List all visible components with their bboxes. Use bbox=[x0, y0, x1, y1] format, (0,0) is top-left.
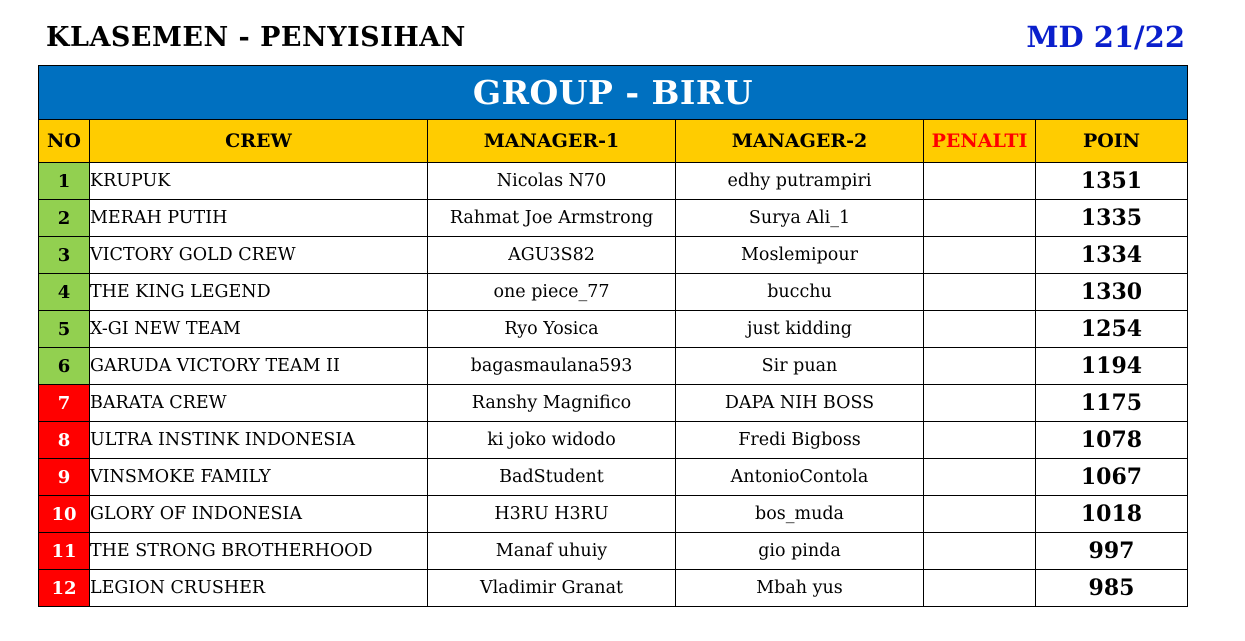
poin-cell: 1335 bbox=[1036, 200, 1188, 237]
manager-2-cell: gio pinda bbox=[676, 533, 924, 570]
manager-1-cell: bagasmaulana593 bbox=[428, 348, 676, 385]
crew-cell: THE KING LEGEND bbox=[90, 274, 428, 311]
table-row bbox=[39, 200, 1188, 237]
manager-1-cell: Ranshy Magnifico bbox=[428, 385, 676, 422]
penalti-cell bbox=[924, 237, 1036, 274]
poin-cell: 1334 bbox=[1036, 237, 1188, 274]
poin-cell: 1330 bbox=[1036, 274, 1188, 311]
poin-cell: 1175 bbox=[1036, 385, 1188, 422]
manager-1-cell: Nicolas N70 bbox=[428, 163, 676, 200]
table-row bbox=[39, 274, 1188, 311]
rank-cell: 2 bbox=[39, 200, 90, 237]
table-row bbox=[39, 459, 1188, 496]
poin-cell: 985 bbox=[1036, 570, 1188, 607]
column-header-row bbox=[39, 120, 1188, 163]
manager-1-cell: one piece_77 bbox=[428, 274, 676, 311]
penalti-cell bbox=[924, 422, 1036, 459]
crew-cell: ULTRA INSTINK INDONESIA bbox=[90, 422, 428, 459]
manager-2-cell: AntonioContola bbox=[676, 459, 924, 496]
manager-1-cell: BadStudent bbox=[428, 459, 676, 496]
crew-cell: MERAH PUTIH bbox=[90, 200, 428, 237]
matchday-label: MD 21/22 bbox=[1026, 20, 1185, 54]
manager-2-cell: just kidding bbox=[676, 311, 924, 348]
poin-cell: 1078 bbox=[1036, 422, 1188, 459]
penalti-cell bbox=[924, 200, 1036, 237]
table-row bbox=[39, 496, 1188, 533]
manager-2-cell: edhy putrampiri bbox=[676, 163, 924, 200]
rank-cell: 12 bbox=[39, 570, 90, 607]
rank-cell: 9 bbox=[39, 459, 90, 496]
page-title: KLASEMEN - PENYISIHAN bbox=[46, 22, 466, 53]
rank-cell: 7 bbox=[39, 385, 90, 422]
crew-cell: BARATA CREW bbox=[90, 385, 428, 422]
table-row bbox=[39, 570, 1188, 607]
column-header-manager-2: MANAGER-2 bbox=[676, 120, 924, 163]
rank-cell: 5 bbox=[39, 311, 90, 348]
poin-cell: 997 bbox=[1036, 533, 1188, 570]
crew-cell: KRUPUK bbox=[90, 163, 428, 200]
table-row bbox=[39, 311, 1188, 348]
poin-cell: 1018 bbox=[1036, 496, 1188, 533]
manager-2-cell: Fredi Bigboss bbox=[676, 422, 924, 459]
penalti-cell bbox=[924, 311, 1036, 348]
manager-2-cell: bos_muda bbox=[676, 496, 924, 533]
manager-1-cell: Ryo Yosica bbox=[428, 311, 676, 348]
manager-1-cell: Rahmat Joe Armstrong bbox=[428, 200, 676, 237]
standings-body bbox=[39, 163, 1188, 607]
manager-2-cell: Surya Ali_1 bbox=[676, 200, 924, 237]
table-row bbox=[39, 348, 1188, 385]
manager-2-cell: Sir puan bbox=[676, 348, 924, 385]
crew-cell: GARUDA VICTORY TEAM II bbox=[90, 348, 428, 385]
penalti-cell bbox=[924, 533, 1036, 570]
table-row bbox=[39, 385, 1188, 422]
rank-cell: 3 bbox=[39, 237, 90, 274]
rank-cell: 10 bbox=[39, 496, 90, 533]
standings-table bbox=[38, 65, 1188, 607]
manager-2-cell: DAPA NIH BOSS bbox=[676, 385, 924, 422]
penalti-cell bbox=[924, 274, 1036, 311]
column-header-manager-1: MANAGER-1 bbox=[428, 120, 676, 163]
table-row bbox=[39, 422, 1188, 459]
poin-cell: 1254 bbox=[1036, 311, 1188, 348]
poin-cell: 1351 bbox=[1036, 163, 1188, 200]
crew-cell: LEGION CRUSHER bbox=[90, 570, 428, 607]
manager-1-cell: Manaf uhuiy bbox=[428, 533, 676, 570]
column-header-crew: CREW bbox=[90, 120, 428, 163]
rank-cell: 11 bbox=[39, 533, 90, 570]
column-header-penalti: PENALTI bbox=[924, 120, 1036, 163]
penalti-cell bbox=[924, 496, 1036, 533]
penalti-cell bbox=[924, 385, 1036, 422]
manager-2-cell: Mbah yus bbox=[676, 570, 924, 607]
poin-cell: 1067 bbox=[1036, 459, 1188, 496]
crew-cell: VINSMOKE FAMILY bbox=[90, 459, 428, 496]
penalti-cell bbox=[924, 459, 1036, 496]
rank-cell: 4 bbox=[39, 274, 90, 311]
manager-1-cell: H3RU H3RU bbox=[428, 496, 676, 533]
crew-cell: THE STRONG BROTHERHOOD bbox=[90, 533, 428, 570]
column-header-no: NO bbox=[39, 120, 90, 163]
manager-2-cell: bucchu bbox=[676, 274, 924, 311]
crew-cell: GLORY OF INDONESIA bbox=[90, 496, 428, 533]
rank-cell: 6 bbox=[39, 348, 90, 385]
manager-1-cell: Vladimir Granat bbox=[428, 570, 676, 607]
table-row bbox=[39, 533, 1188, 570]
poin-cell: 1194 bbox=[1036, 348, 1188, 385]
table-row bbox=[39, 237, 1188, 274]
column-header-poin: POIN bbox=[1036, 120, 1188, 163]
crew-cell: VICTORY GOLD CREW bbox=[90, 237, 428, 274]
rank-cell: 8 bbox=[39, 422, 90, 459]
penalti-cell bbox=[924, 348, 1036, 385]
penalti-cell bbox=[924, 163, 1036, 200]
group-title: GROUP - BIRU bbox=[39, 66, 1188, 120]
manager-2-cell: Moslemipour bbox=[676, 237, 924, 274]
rank-cell: 1 bbox=[39, 163, 90, 200]
table-row bbox=[39, 163, 1188, 200]
penalti-cell bbox=[924, 570, 1036, 607]
crew-cell: X-GI NEW TEAM bbox=[90, 311, 428, 348]
manager-1-cell: ki joko widodo bbox=[428, 422, 676, 459]
manager-1-cell: AGU3S82 bbox=[428, 237, 676, 274]
